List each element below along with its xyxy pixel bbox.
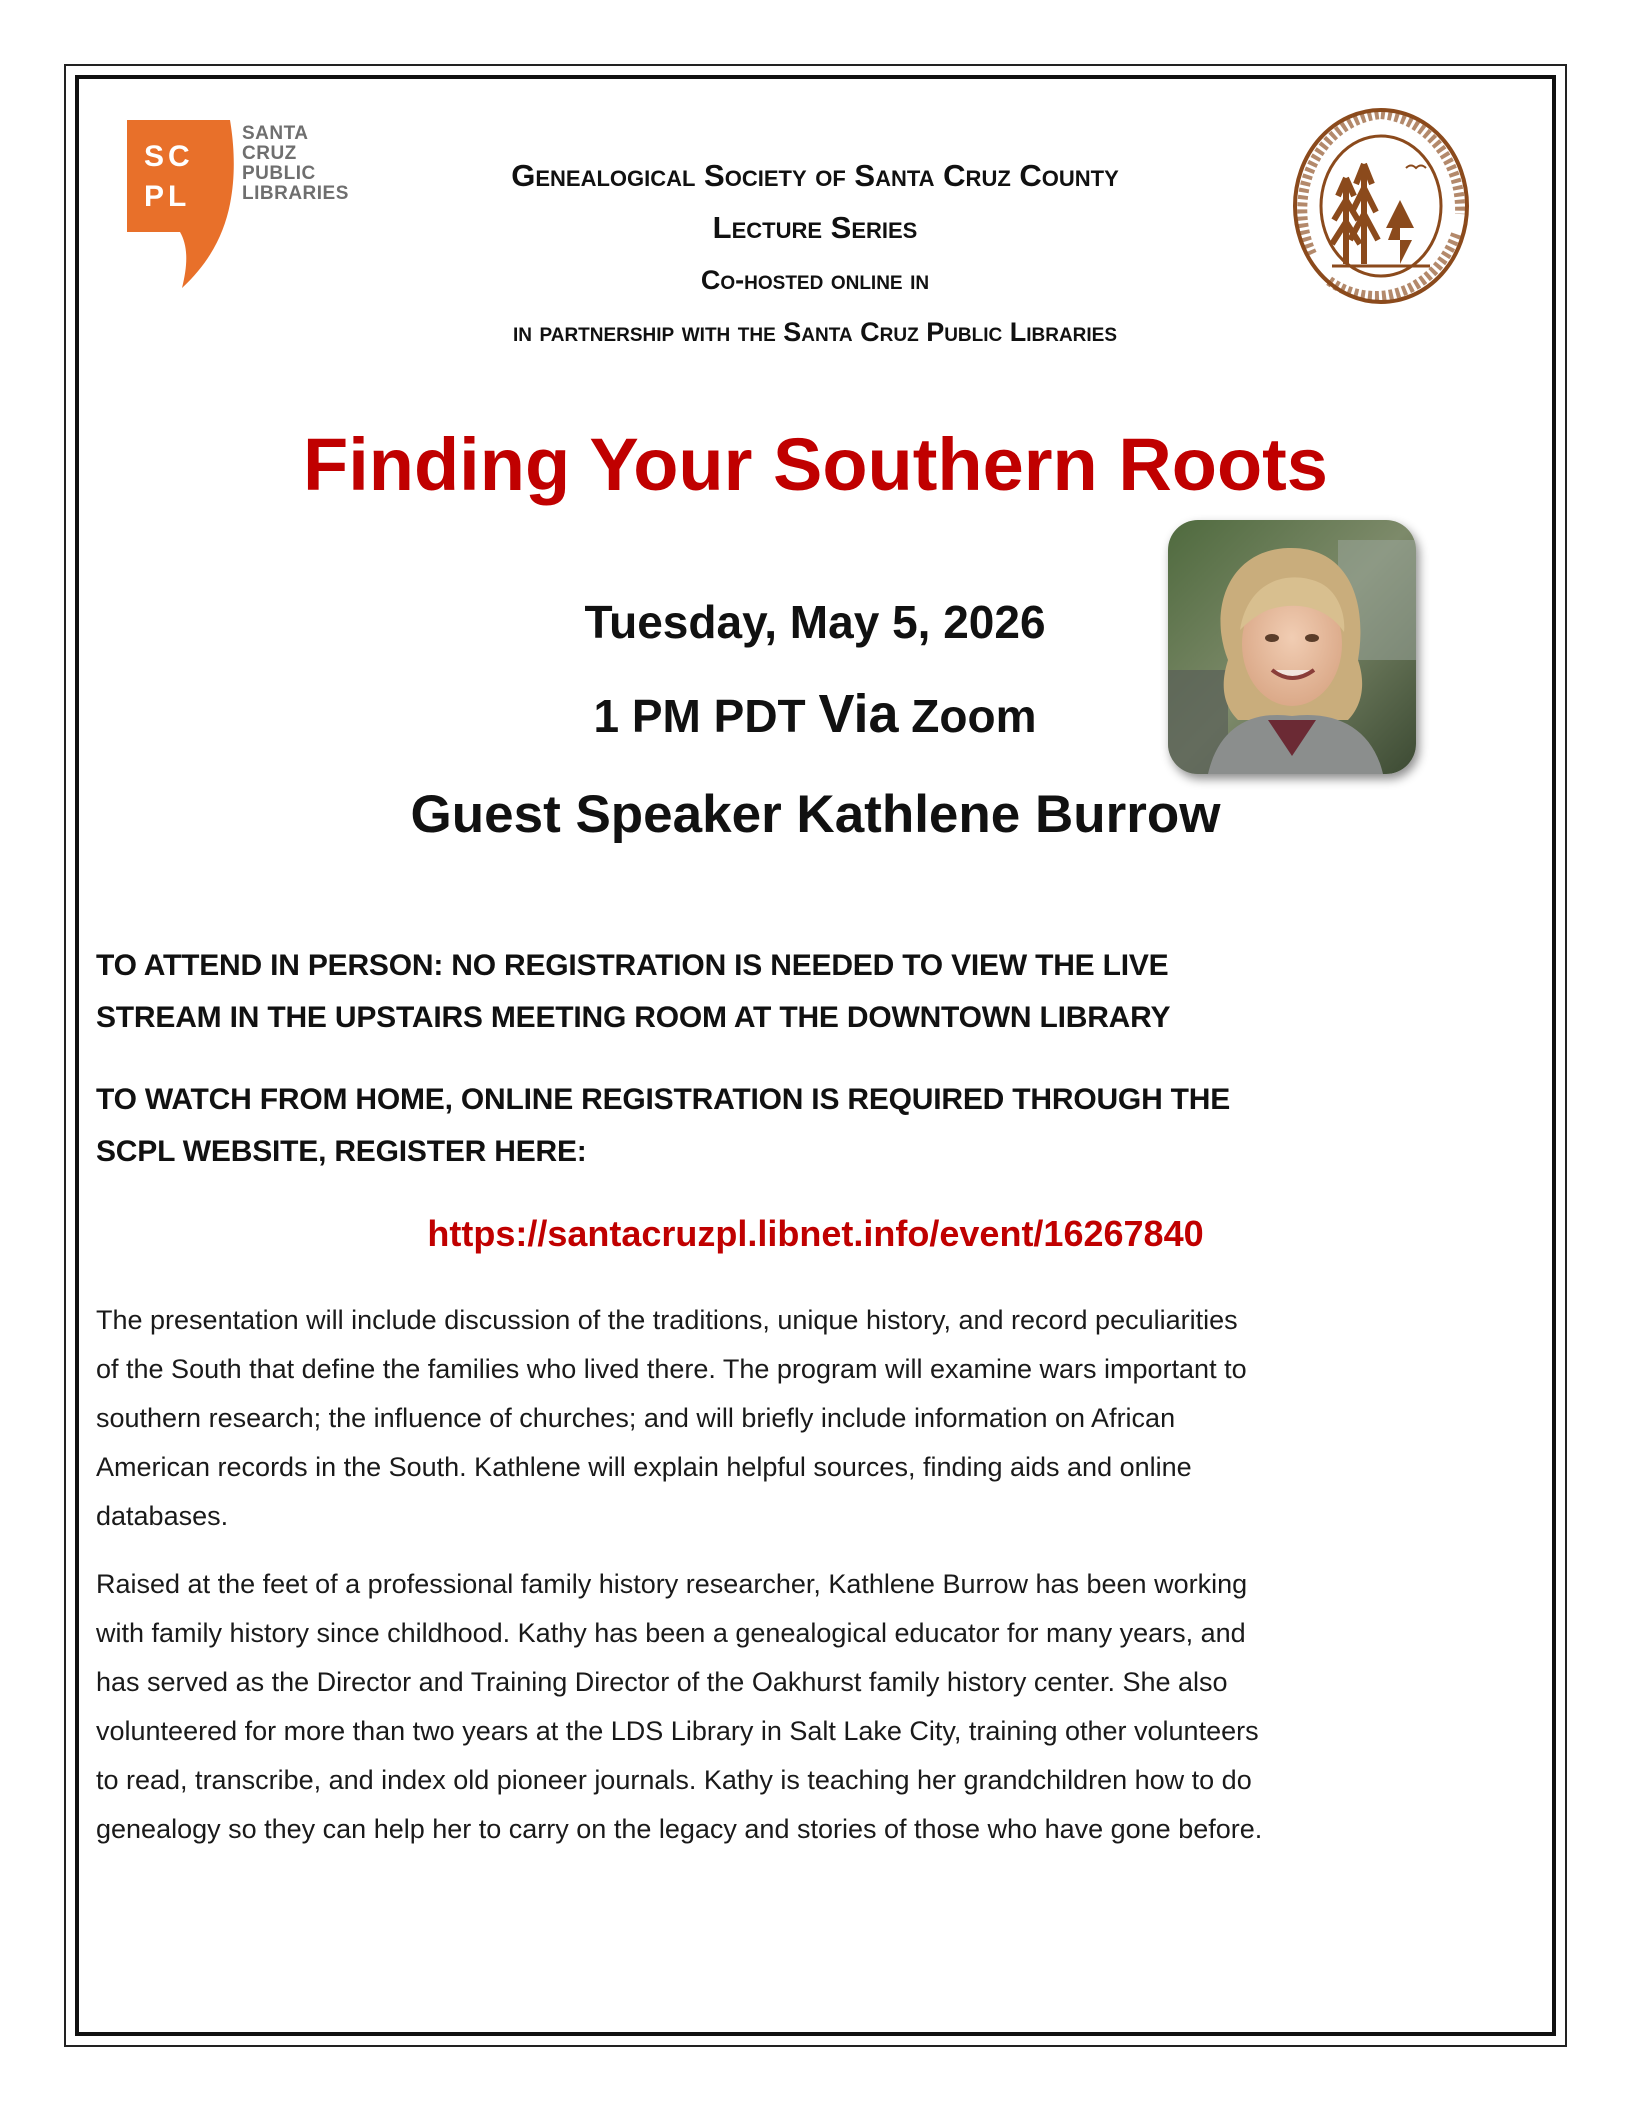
guest-speaker: Guest Speaker Kathlene Burrow [410, 785, 1221, 844]
scpl-logo-text: SANTA CRUZ PUBLIC LIBRARIES [242, 123, 349, 204]
event-via: Via [818, 684, 899, 744]
header-cohosted: Co-hosted online in [700, 265, 930, 295]
watch-from-home: TO WATCH FROM HOME, ONLINE REGISTRATION IS REQUIRED THROUGH THE SCPL WEBSITE, REGISTER HERE: [96, 1083, 1231, 1168]
description-paragraph: The presentation will include discussion of the traditions, unique history, and record peculiarities of the South that define the families who lived there. The program will examine wars important to southern research; the influence of churches; and will briefly include information on African American records in the South. Kathlene will explain helpful sources, finding aids and online databases. [96, 1305, 1247, 1531]
event-date: Tuesday, May 5, 2026 [584, 596, 1046, 648]
header-society: Genealogical Society of Santa Cruz County [511, 158, 1119, 193]
event-title: Finding Your Southern Roots [303, 423, 1328, 506]
bio-paragraph: Raised at the feet of a professional family history researcher, Kathlene Burrow has been working with family history since childhood. Kathy has been a genealogical educator for many years, and has served as the Director and Training Director of the Oakhurst family history center. She also volunteered for more than two years at the LDS Library in Salt Lake City, training other volunteers to read, transcribe, and index old pioneer journals. Kathy is teaching her grandchildren how to do genealogy so they can help her to carry on the legacy and stories of those who have gone before. [96, 1569, 1263, 1844]
header-partnership: in partnership with the Santa Cruz Public Libraries [512, 317, 1118, 347]
header-series: Lecture Series [712, 210, 918, 245]
svg-text:PL: PL [144, 180, 191, 213]
event-platform: Zoom [911, 690, 1037, 742]
svg-text:SC: SC [144, 140, 194, 173]
event-time-value: 1 PM PDT [593, 690, 806, 742]
header [300, 150, 1330, 358]
registration-link[interactable]: https://santacruzpl.libnet.info/event/16267840 [427, 1213, 1204, 1254]
event-time [380, 684, 1250, 746]
attend-in-person: TO ATTEND IN PERSON: NO REGISTRATION IS NEEDED TO VIEW THE LIVE STREAM IN THE UPSTAIRS MEETING ROOM AT THE DOWNTOWN LIBRARY [96, 949, 1171, 1034]
